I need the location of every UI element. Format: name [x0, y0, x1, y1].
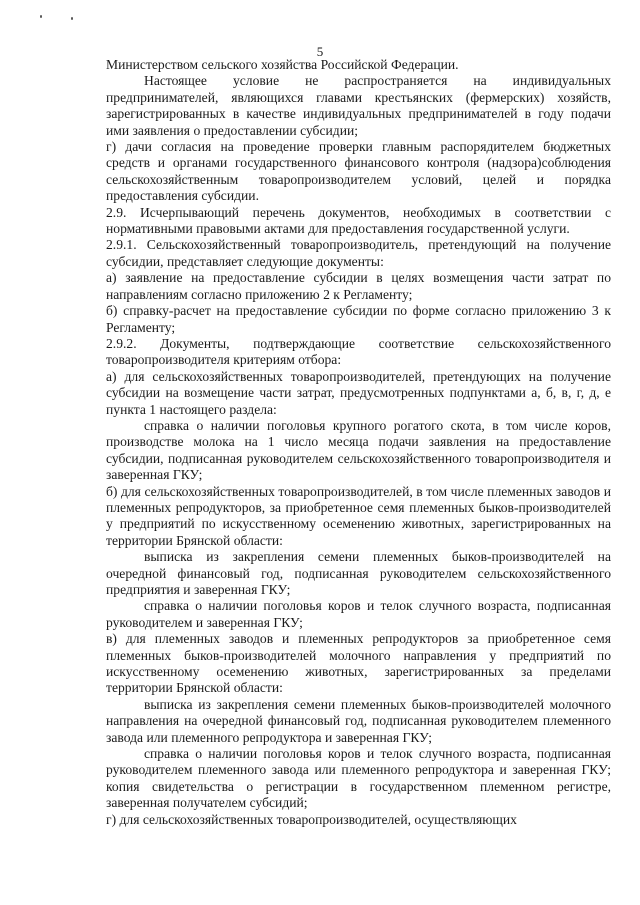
paragraph: справка о наличии поголовья коров и телок случного возраста, подписанная руководителем и заверенная ГКУ;	[106, 598, 611, 630]
paragraph: 2.9.2. Документы, подтверждающие соответствие сельскохозяйственного товаропроизводителя критериям отбора:	[106, 335, 611, 368]
paragraph: г) дачи согласия на проведение проверки главным распорядителем бюджетных средств и органами государственного финансового контроля (надзора)соблюдения сельскохозяйственным товаропроизводителем условий, целей и порядка предоставления субсидии.	[106, 139, 611, 204]
page-number: 5	[316, 44, 324, 59]
paragraph: выписка из закрепления семени племенных быков-производителей молочного направления на очередной финансовый год, подписанная руководителем племенного завода или племенного репродуктора и заверенная ГКУ;	[106, 696, 611, 745]
paragraph: Настоящее условие не распространяется на индивидуальных предпринимателей, являющихся главами крестьянских (фермерских) хозяйств, зарегистрированных в качестве индивидуальных предпринимателей в году подачи ими заявления о предоставлении субсидии;	[106, 73, 611, 138]
paragraph: б) для сельскохозяйственных товаропроизводителей, в том числе племенных заводов и племенных репродукторов, за приобретенное семя племенных быков-производителей у предприятий по искусственному осеменению животных, зарегистрированных на территории Брянской области:	[106, 483, 611, 548]
paragraph: выписка из закрепления семени племенных быков-производителей на очередной финансовый год, подписанная руководителем сельскохозяйственного предприятия и заверенная ГКУ;	[106, 549, 611, 597]
paragraph: б) справку-расчет на предоставление субсидии по форме согласно приложению 3 к Регламенту;	[106, 303, 611, 335]
paragraph: Министерством сельского хозяйства Российской Федерации.	[106, 57, 459, 72]
paragraph: г) для сельскохозяйственных товаропроизводителей, осуществляющих	[106, 811, 517, 827]
paragraph: а) заявление на предоставление субсидии в целях возмещения части затрат по направлениям согласно приложению 2 к Регламенту;	[106, 270, 611, 302]
paragraph: а) для сельскохозяйственных товаропроизводителей, претендующих на получение субсидии на возмещение части затрат, предусмотренных подпунктами а, б, в, г, д, е пункта 1 настоящего раздела:	[106, 368, 611, 417]
scan-speck	[71, 17, 73, 20]
paragraph: 2.9. Исчерпывающий перечень документов, необходимых в соответствии с нормативными правовыми актами для предоставления государственной услуги.	[106, 204, 611, 237]
paragraph: справка о наличии поголовья коров и телок случного возраста, подписанная руководителем племенного завода или племенного репродуктора и заверенная ГКУ; копия свидетельства о регистрации в государственном племенном регистре, заверенная получателем субсидий;	[106, 746, 611, 811]
paragraph: 2.9.1. Сельскохозяйственный товаропроизводитель, претендующий на получение субсидии, представляет следующие документы:	[106, 237, 611, 269]
paragraph: в) для племенных заводов и племенных репродукторов за приобретенное семя племенных быков-производителей молочного направления у предприятий по искусственному осеменению животных, зарегистрированных за пределами территории Брянской области:	[106, 631, 611, 696]
paragraph: справка о наличии поголовья крупного рогатого скота, в том числе коров, производстве молока на 1 число месяца подачи заявления на предоставление субсидии, подписанная руководителем сельскохозяйственного товаропроизводителя и заверенная ГКУ;	[106, 417, 611, 483]
scan-speck	[40, 15, 42, 18]
document-body	[106, 57, 611, 828]
